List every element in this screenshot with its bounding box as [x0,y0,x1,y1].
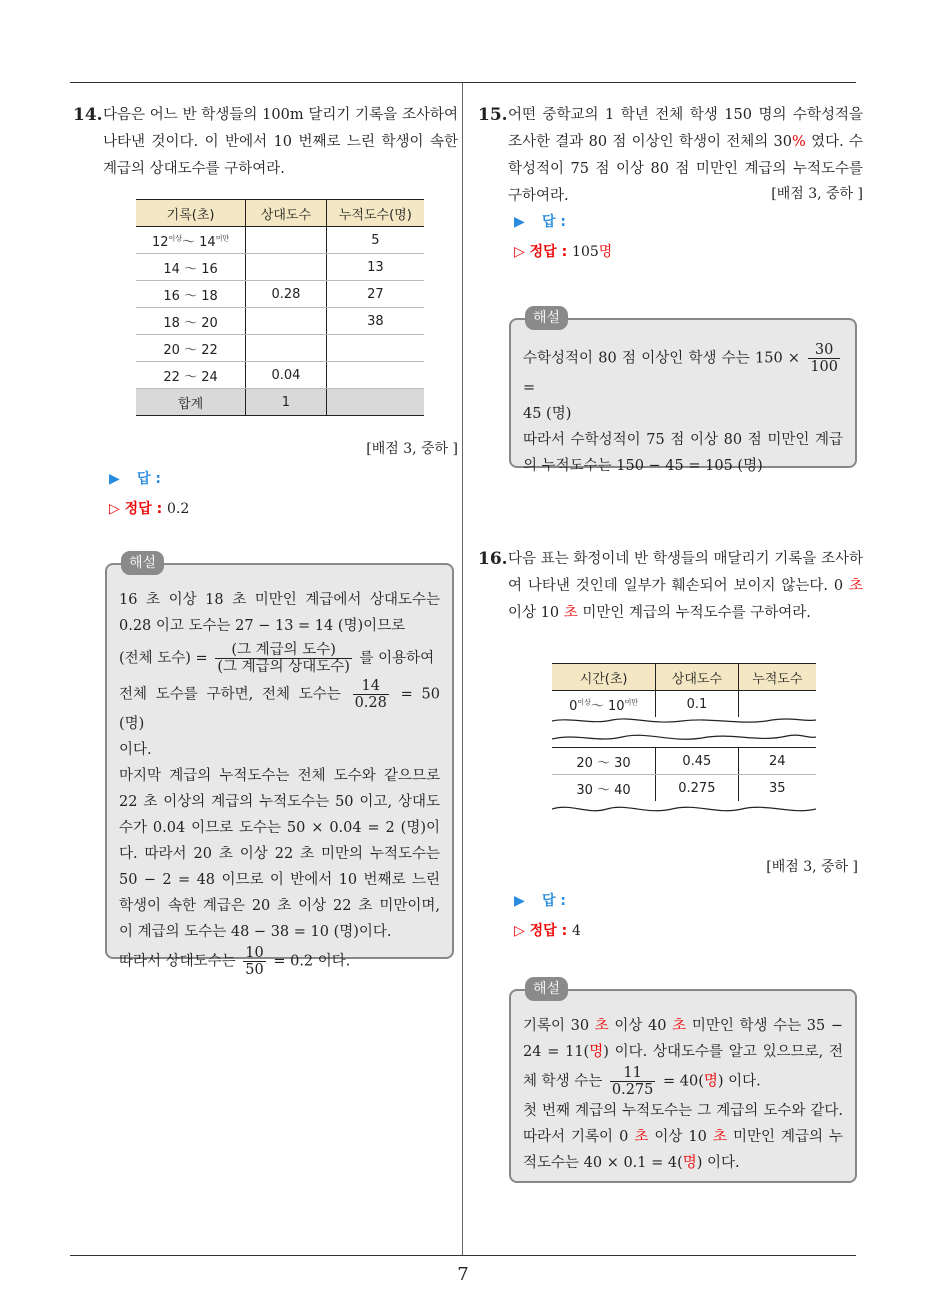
explanation-line: 16 초 이상 18 초 미만인 계급에서 상대도수는 0.28 이고 도수는 27 − 13 = 14 (명)이므로 [119,592,440,634]
table-row [136,335,424,362]
table-cell [326,335,424,362]
page-number: 7 [457,1264,469,1285]
question-number: 15. [478,105,508,125]
table-cell: 0.275 [656,775,739,802]
table-cell: 20 ～ 30 [552,748,656,775]
table-header: 기록(초) [136,200,246,227]
table-header: 누적도수 [738,664,816,691]
triangle-outline-icon: ▷ [109,501,125,517]
table-cell: 합계 [136,389,246,416]
explanation-line: 이다. [119,742,152,758]
table-cell: 18 ～ 20 [136,308,246,335]
explanation-line: 따라서 수학성적이 75 점 이상 80 점 미만인 계급의 누적도수는 150 − 45 = 105 (명) [523,432,843,474]
table-cell [326,389,424,416]
question-number: 16. [478,549,508,569]
explanation-box-15 [509,310,857,474]
table-header: 시간(초) [552,664,656,691]
bottom-rule [70,1255,856,1256]
column-divider [462,83,463,1255]
play-icon: ▶ [514,214,525,230]
table-cell: 24 [738,748,816,775]
correct-answer [514,920,858,940]
damaged-table [552,663,816,821]
table-header: 누적도수(명) [326,200,424,227]
correct-label: 정답 : [529,244,568,260]
answer-label: 답 : [137,471,161,487]
question-14 [73,102,458,183]
table-row [136,281,424,308]
explanation-tab: 해설 [525,977,568,1001]
explanation-tab: 해설 [525,306,568,330]
question-text: 다음은 어느 반 학생들의 100m 달리기 기록을 조사하여 나타낸 것이다. 이 반에서 10 번째로 느린 학생이 속한 계급의 상대도수를 구하여라. [103,107,458,177]
table-cell: 38 [326,308,424,335]
fraction: $\frac{11}{0.275}$ [611,1065,654,1098]
fraction: $\frac{30}{100}$ [810,342,838,375]
explanation-formula: (전체 도수) = $\frac{\text{(그 계급의 도수)}}{\text{(그 계급의 상대도수)}}$ 를 이용하여 [119,642,435,675]
table-cell: 30 ～ 40 [576,782,631,798]
table-cell [246,227,327,254]
explanation-tab: 해설 [121,551,164,575]
table-cell: 22 ～ 24 [136,362,246,389]
explanation-box-14 [105,555,454,978]
table-row [552,748,816,775]
correct-answer [514,241,863,261]
correct-label: 정답 : [529,923,568,939]
correct-value: 0.2 [167,501,190,517]
correct-value: 105 [572,244,599,260]
table-cell: 0.04 [246,362,327,389]
explanation-line: 첫 번째 계급의 누적도수는 그 계급의 도수와 같다. 따라서 기록이 0 초 이상 10 초 미만인 계급의 누적도수는 40 × 0.1 = 4(명) 이다. [523,1103,844,1171]
record-table [136,199,424,416]
table-row [552,691,816,718]
correct-value: 4 [572,923,581,939]
table-cell [246,254,327,281]
table-cell: 0.28 [246,281,327,308]
q16-answer-area [478,856,858,940]
explanation-line: 마지막 계급의 누적도수는 전체 도수와 같으므로 22 초 이상의 계급의 누적도수는 50 이고, 상대도수가 0.04 이므로 도수는 50 × 0.04 = 2 (명)이다. 따라서 20 초 이상 22 초 미만의 누적도수는 50 − 2 = 48 이므로 이 반에서 10 번째로 느린 학생이 속한 계급은 20 초 이상 22 초 미만이며, 이 계급의 도수는 48 − 38 = 10 (명)이다. [119,768,440,940]
answer-label: 답 : [542,893,566,909]
question-16 [478,546,863,627]
torn-edge [552,717,816,747]
left-column [73,102,458,518]
correct-label: 정답 : [124,501,163,517]
answer-line [109,468,458,488]
question-text: 어떤 중학교의 1 학년 전체 학생 150 명의 수학성적을 조사한 결과 80 점 이상인 학생이 전체의 30% 였다. 수학성적이 75 점 이상 80 점 미만인 계급의 누적도수를 구하여라. [508,107,863,204]
score-label: [배점 3, 중하 ] [771,186,863,202]
explanation-line: 45 (명) [523,406,572,422]
table-row [136,308,424,335]
explanation-line: 전체 도수를 구하면, 전체 도수는 $\frac{14}{0.28}$ = 50 (명) [119,678,441,732]
table-header: 상대도수 [656,664,738,691]
table-cell: 0.45 [656,748,739,775]
explanation-line: 기록이 30 초 이상 40 초 미만인 학생 수는 35 − 24 = 11(명) 이다. 상대도수를 알고 있으므로, 전체 학생 수는 $\frac{11}{0.275}$ = 40(명) 이다. [523,1018,844,1098]
time-table-lower [552,747,816,801]
time-table [552,663,816,717]
table-cell: 1 [246,389,327,416]
top-rule [70,82,856,83]
table-row [136,227,424,254]
score-label: [배점 3, 중하 ] [766,859,858,875]
table-total-row [136,389,424,416]
table-row [136,254,424,281]
table-cell [246,335,327,362]
table-header: 상대도수 [246,200,327,227]
answer-line [514,211,863,231]
score-label: [배점 3, 중하 ] [366,441,458,457]
table-cell [246,308,327,335]
table-cell [738,691,816,718]
table-cell: 27 [326,281,424,308]
question-number: 14. [73,105,103,125]
play-icon: ▶ [109,471,120,487]
correct-answer [109,498,458,518]
table-row [136,362,424,389]
answer-label: 답 : [542,214,566,230]
table-cell: 5 [326,227,424,254]
table-header-row [136,200,424,227]
triangle-outline-icon: ▷ [514,923,530,939]
fraction: $\frac{14}{0.28}$ [354,678,387,711]
explanation-line: 따라서 상대도수는 $\frac{10}{50}$ = 0.2 이다. [119,945,351,978]
explanation-line: 수학성적이 80 점 이상인 학생 수는 150 × $\frac{30}{100}$ = [523,342,838,396]
table-row [552,775,816,802]
table-cell: $12^{이상}\sim$ $14^{미만}$ [136,227,246,254]
table-header-row [552,664,816,691]
correct-unit: 명 [598,244,613,260]
table-cell: 13 [326,254,424,281]
fraction: $\frac{10}{50}$ [245,945,264,978]
fraction: $\frac{\text{(그 계급의 도수)}}{\text{(그 계급의 상대도수)}}$ [217,642,350,675]
table-cell: 14 ～ 16 [136,254,246,281]
question-15 [478,102,863,210]
table-cell: 16 ～ 18 [136,281,246,308]
triangle-outline-icon: ▷ [514,244,530,260]
torn-edge-bottom [552,801,816,821]
table-cell: 0.1 [656,691,738,718]
table-cell: 20 ～ 22 [136,335,246,362]
explanation-box-16 [509,981,857,1183]
table-cell [326,362,424,389]
table-cell: 35 [738,775,816,802]
answer-line [514,890,858,910]
play-icon: ▶ [514,893,525,909]
question-text: 다음 표는 화정이네 반 학생들의 매달리기 기록을 조사하여 나타낸 것인데 일부가 훼손되어 보이지 않는다. 0 초 이상 10 초 미만인 계급의 누적도수를 구하여라. [508,551,863,621]
table-cell: $0^{이상}\sim$ $10^{미만}$ [569,698,639,714]
right-column [478,102,863,261]
